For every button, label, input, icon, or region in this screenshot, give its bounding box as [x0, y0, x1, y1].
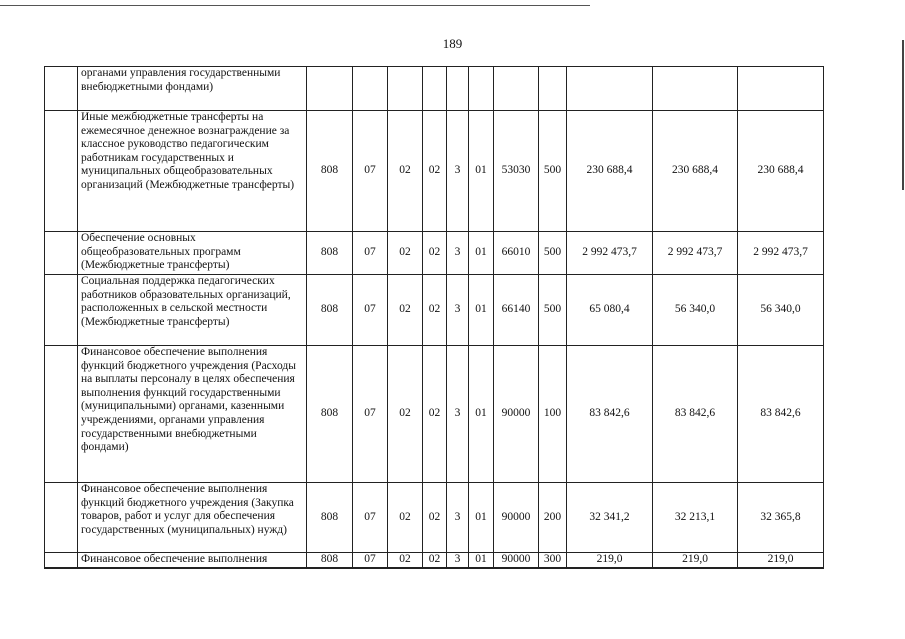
- col-sum-2: 230 688,4: [653, 111, 738, 232]
- col-sum-3: 56 340,0: [738, 275, 824, 346]
- col-sum-2: 2 992 473,7: [653, 232, 738, 275]
- scan-edge-mark: [902, 40, 904, 190]
- col-gr: 808: [307, 275, 353, 346]
- empty-cell: [45, 232, 78, 275]
- col-vr: 300: [539, 553, 567, 568]
- scan-border-line: [0, 5, 590, 6]
- col-csr4: 66010: [494, 232, 539, 275]
- col-sum-3: [738, 67, 824, 111]
- col-sum-1: 219,0: [567, 553, 653, 568]
- col-gr: 808: [307, 111, 353, 232]
- col-sum-1: [567, 67, 653, 111]
- col-csr1: 02: [423, 483, 447, 553]
- col-sum-1: 2 992 473,7: [567, 232, 653, 275]
- col-sum-2: 56 340,0: [653, 275, 738, 346]
- col-sum-3: 83 842,6: [738, 346, 824, 483]
- col-csr4: 66140: [494, 275, 539, 346]
- row-description: Финансовое обеспечение выполнения функций бюджетного учреждения (Расходы на выплаты персоналу в целях обеспечения выполнения функций государственными (муниципальными) органами, казенными учреждениями, органами управления государственными внебюджетными фондами): [78, 346, 307, 483]
- col-gr: 808: [307, 553, 353, 568]
- col-csr1: 02: [423, 111, 447, 232]
- table-body: [45, 67, 824, 568]
- table-row: [45, 67, 824, 111]
- col-csr4: [494, 67, 539, 111]
- col-csr1: [423, 67, 447, 111]
- col-csr4: 53030: [494, 111, 539, 232]
- col-pr: 02: [388, 483, 423, 553]
- col-sum-1: 32 341,2: [567, 483, 653, 553]
- col-sum-2: 83 842,6: [653, 346, 738, 483]
- col-rz: [353, 67, 388, 111]
- col-csr2: 3: [447, 232, 469, 275]
- col-csr2: 3: [447, 111, 469, 232]
- col-rz: 07: [353, 232, 388, 275]
- empty-cell: [45, 275, 78, 346]
- col-gr: 808: [307, 232, 353, 275]
- row-description: Финансовое обеспечение выполнения: [78, 553, 307, 568]
- table-row: [45, 483, 824, 553]
- col-sum-3: 219,0: [738, 553, 824, 568]
- col-csr3: [469, 67, 494, 111]
- col-csr3: 01: [469, 232, 494, 275]
- col-sum-1: 230 688,4: [567, 111, 653, 232]
- col-csr3: 01: [469, 111, 494, 232]
- col-vr: 500: [539, 275, 567, 346]
- col-pr: 02: [388, 111, 423, 232]
- row-description: Финансовое обеспечение выполнения функций бюджетного учреждения (Закупка товаров, работ и услуг для обеспечения государственных (муниципальных) нужд): [78, 483, 307, 553]
- col-csr1: 02: [423, 275, 447, 346]
- empty-cell: [45, 483, 78, 553]
- col-csr4: 90000: [494, 346, 539, 483]
- table-row: [45, 111, 824, 232]
- col-vr: 500: [539, 111, 567, 232]
- col-rz: 07: [353, 346, 388, 483]
- empty-cell: [45, 346, 78, 483]
- col-pr: 02: [388, 553, 423, 568]
- col-csr3: 01: [469, 483, 494, 553]
- empty-cell: [45, 111, 78, 232]
- col-vr: 200: [539, 483, 567, 553]
- col-sum-1: 65 080,4: [567, 275, 653, 346]
- col-csr2: 3: [447, 483, 469, 553]
- table-row: [45, 346, 824, 483]
- col-vr: 500: [539, 232, 567, 275]
- col-gr: [307, 67, 353, 111]
- col-csr1: 02: [423, 553, 447, 568]
- table-row: [45, 275, 824, 346]
- page-number: 189: [442, 36, 463, 51]
- col-csr4: 90000: [494, 553, 539, 568]
- col-pr: 02: [388, 275, 423, 346]
- col-sum-2: [653, 67, 738, 111]
- col-pr: 02: [388, 346, 423, 483]
- table-row: [45, 232, 824, 275]
- col-gr: 808: [307, 483, 353, 553]
- col-csr2: 3: [447, 275, 469, 346]
- col-sum-3: 32 365,8: [738, 483, 824, 553]
- col-csr4: 90000: [494, 483, 539, 553]
- budget-table: [44, 66, 824, 569]
- col-rz: 07: [353, 483, 388, 553]
- col-rz: 07: [353, 111, 388, 232]
- col-csr2: 3: [447, 346, 469, 483]
- col-sum-3: 2 992 473,7: [738, 232, 824, 275]
- col-rz: 07: [353, 275, 388, 346]
- col-pr: [388, 67, 423, 111]
- col-csr3: 01: [469, 553, 494, 568]
- col-gr: 808: [307, 346, 353, 483]
- col-pr: 02: [388, 232, 423, 275]
- empty-cell: [45, 553, 78, 568]
- col-sum-2: 219,0: [653, 553, 738, 568]
- col-vr: 100: [539, 346, 567, 483]
- col-csr1: 02: [423, 346, 447, 483]
- col-csr3: 01: [469, 275, 494, 346]
- col-rz: 07: [353, 553, 388, 568]
- col-sum-2: 32 213,1: [653, 483, 738, 553]
- empty-cell: [45, 67, 78, 111]
- row-description: Социальная поддержка педагогических работников образовательных организаций, расположенных в сельской местности (Межбюджетные трансферты): [78, 275, 307, 346]
- col-sum-3: 230 688,4: [738, 111, 824, 232]
- row-description: органами управления государственными внебюджетными фондами): [78, 67, 307, 111]
- col-csr2: [447, 67, 469, 111]
- col-csr3: 01: [469, 346, 494, 483]
- row-description: Обеспечение основных общеобразовательных программ (Межбюджетные трансферты): [78, 232, 307, 275]
- col-csr1: 02: [423, 232, 447, 275]
- row-description: Иные межбюджетные трансферты на ежемесячное денежное вознаграждение за классное руководство педагогическим работникам государственных и муниципальных общеобразовательных организаций (Межбюджетные трансферты): [78, 111, 307, 232]
- col-csr2: 3: [447, 553, 469, 568]
- col-vr: [539, 67, 567, 111]
- table-row: [45, 553, 824, 568]
- col-sum-1: 83 842,6: [567, 346, 653, 483]
